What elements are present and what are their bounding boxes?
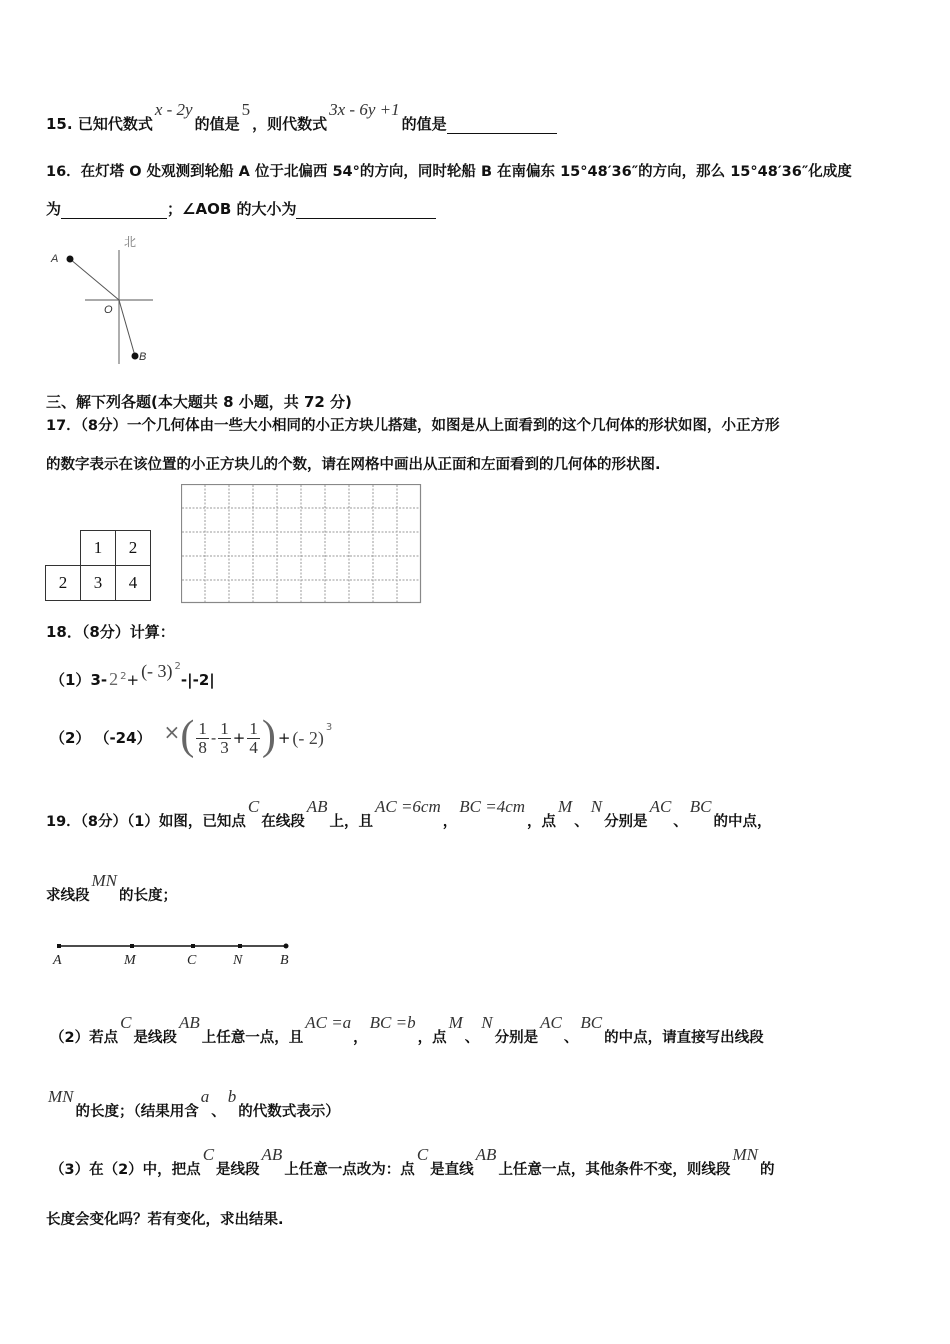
q19-part-3-line-1 — [50, 1145, 775, 1180]
q16-text-b: ；∠AOB 的大小为 — [167, 200, 297, 218]
text: 分别是 — [494, 1030, 539, 1046]
math-c: C — [247, 797, 260, 816]
q16-answer-blank-2[interactable] — [296, 202, 436, 219]
q16-text-a: 为 — [46, 200, 62, 218]
text: 的中点，请直接写出线段 — [604, 1030, 764, 1046]
fraction-1-8: $\frac{1}{8}$ — [198, 718, 207, 757]
q16-line-2 — [46, 199, 436, 219]
north-label: 北 — [124, 235, 137, 249]
math-ac-eq: AC =a — [305, 1013, 352, 1032]
math-b: b — [227, 1087, 237, 1106]
q18-p1-plus: + — [126, 671, 140, 689]
section-3-title: 三、解下列各题(本大题共 8 小题，共 72 分) — [46, 393, 352, 411]
q15-value: 5 — [241, 100, 251, 119]
q18-p2-minus: - — [210, 729, 217, 747]
point-a-label: A — [51, 253, 59, 265]
text: 19．（8分）（1）如图，已知点 — [46, 814, 246, 830]
math-mn: MN — [732, 1145, 758, 1164]
math-m: M — [448, 1013, 463, 1032]
math-c: C — [202, 1145, 215, 1164]
right-paren: ) — [261, 713, 276, 759]
text: ，点 — [417, 1030, 447, 1046]
q16-compass-figure — [40, 228, 180, 368]
q19-part-3-line-2: 长度会变化吗？若有变化，求出结果. — [46, 1212, 284, 1228]
q18-title: 18．（8分）计算： — [46, 623, 175, 641]
math-ab: AB — [306, 797, 328, 816]
q18-p1-label: （1） — [50, 671, 91, 689]
math-n: N — [590, 797, 603, 816]
text: 上，且 — [329, 814, 373, 830]
q18-p1-exp2: 2 — [174, 661, 181, 672]
math-ac-eq: AC =6cm — [374, 797, 441, 816]
text: 在线段 — [261, 814, 305, 830]
label-n: N — [233, 953, 243, 968]
q19-part-2-line-1 — [50, 1013, 764, 1048]
text: 上任意一点，其他条件不变，则线段 — [498, 1162, 731, 1178]
q18-p1-lead: 3- — [90, 671, 108, 689]
text: 、 — [673, 814, 688, 830]
q15-text-1: 已知代数式 — [77, 115, 153, 133]
text: 是线段 — [216, 1162, 260, 1178]
text: 的长度； — [119, 888, 177, 904]
q18-p2-times: × — [163, 720, 181, 744]
math-mn: MN — [48, 1087, 74, 1106]
q18-p1-base2: (- 3) — [141, 661, 173, 681]
q18-p1-tail: -|-2| — [180, 671, 215, 689]
q18-p2-base: (- 2) — [292, 728, 324, 748]
math-ac: AC — [540, 1013, 562, 1032]
top-view-cell: 2 — [45, 565, 81, 601]
q15-expr-1: x - 2y — [154, 100, 193, 119]
text: 分别是 — [604, 814, 648, 830]
text: ， — [442, 814, 458, 830]
q18-p2-plus: + — [232, 729, 246, 747]
math-bc: BC — [689, 797, 712, 816]
label-m: M — [124, 953, 136, 968]
text: 求线段 — [46, 888, 90, 904]
math-mn: MN — [91, 871, 117, 890]
text: ，点 — [527, 814, 557, 830]
q18-p1-base1: 2 — [109, 669, 119, 689]
q15-number: 15. — [46, 115, 73, 133]
label-c: C — [187, 953, 197, 968]
q19-part-1-line-2 — [46, 871, 177, 906]
q15-answer-blank[interactable] — [447, 117, 557, 134]
math-a: a — [200, 1087, 210, 1106]
q17-answer-grid[interactable] — [181, 484, 422, 604]
q18-p1-exp1: 2 — [120, 671, 127, 682]
math-ab: AB — [178, 1013, 200, 1032]
text: （3）在（2）中，把点 — [50, 1162, 201, 1178]
top-view-cell: 4 — [115, 565, 151, 601]
q15-text-2: 的值是 — [194, 115, 240, 133]
math-c: C — [120, 1013, 132, 1032]
text: 是直线 — [430, 1162, 474, 1178]
q17-line-1: 17．（8分）一个几何体由一些大小相同的小正方块儿搭建，如图是从上面看到的这个几何体的形状如图，小正方形 — [46, 418, 780, 434]
math-ab: AB — [475, 1145, 497, 1164]
q17-top-view — [45, 530, 151, 600]
q18-p2-lead: （-24） — [94, 729, 152, 747]
top-view-cell: 2 — [115, 530, 151, 566]
q15-text-3: ，则代数式 — [252, 115, 328, 133]
q18-p2-plus-2: + — [277, 729, 291, 747]
q17-line-2: 的数字表示在该位置的小正方块儿的个数，请在网格中画出从正面和左面看到的几何体的形状图. — [46, 457, 661, 473]
text: 是线段 — [133, 1030, 177, 1046]
text: 、 — [574, 814, 589, 830]
q18-p2-label: （2） — [50, 729, 91, 747]
q18-part-2 — [50, 713, 333, 759]
math-m: M — [558, 797, 573, 816]
math-n: N — [481, 1013, 493, 1032]
math-bc-eq: BC =4cm — [459, 797, 526, 816]
fraction-1-4: $\frac{1}{4}$ — [249, 718, 258, 757]
left-paren: ( — [180, 713, 195, 759]
math-ab: AB — [261, 1145, 283, 1164]
q16-answer-blank-1[interactable] — [61, 202, 167, 219]
math-bc-eq: BC =b — [369, 1013, 416, 1032]
text: ， — [353, 1030, 368, 1046]
text: 的 — [759, 1162, 775, 1178]
text: 、 — [563, 1030, 579, 1046]
text: 上任意一点，且 — [201, 1030, 304, 1046]
math-bc: BC — [580, 1013, 603, 1032]
q19-segment-figure — [46, 938, 306, 970]
top-view-cell: 1 — [80, 530, 116, 566]
math-ac: AC — [649, 797, 672, 816]
top-view-cell: 3 — [80, 565, 116, 601]
text: （2）若点 — [50, 1030, 119, 1046]
point-o-label: O — [104, 304, 113, 316]
q18-part-1 — [50, 661, 215, 690]
q16-line-1: 16．在灯塔 O 处观测到轮船 A 位于北偏西 54°的方向，同时轮船 B 在南偏东 15°48′36″的方向，那么 15°48′36″化成度 — [46, 164, 852, 180]
q18-p2-exp: 3 — [325, 722, 333, 733]
text: 、 — [211, 1104, 226, 1120]
text: 的中点， — [713, 814, 772, 830]
q19-part-1-line-1 — [46, 797, 772, 832]
text: 的代数式表示） — [238, 1104, 340, 1120]
question-15 — [46, 100, 557, 134]
q19-part-2-line-2 — [48, 1087, 340, 1122]
text: 、 — [464, 1030, 480, 1046]
label-a: A — [53, 953, 62, 968]
text: 上任意一点改为：点 — [284, 1162, 415, 1178]
q15-expr-2: 3x - 6y +1 — [329, 100, 400, 119]
fraction-1-3: $\frac{1}{3}$ — [220, 718, 229, 757]
math-c: C — [416, 1145, 429, 1164]
point-b-label: B — [139, 351, 147, 363]
text: 的长度；（结果用含 — [75, 1104, 199, 1120]
q15-text-4: 的值是 — [401, 115, 447, 133]
label-b: B — [280, 953, 289, 968]
